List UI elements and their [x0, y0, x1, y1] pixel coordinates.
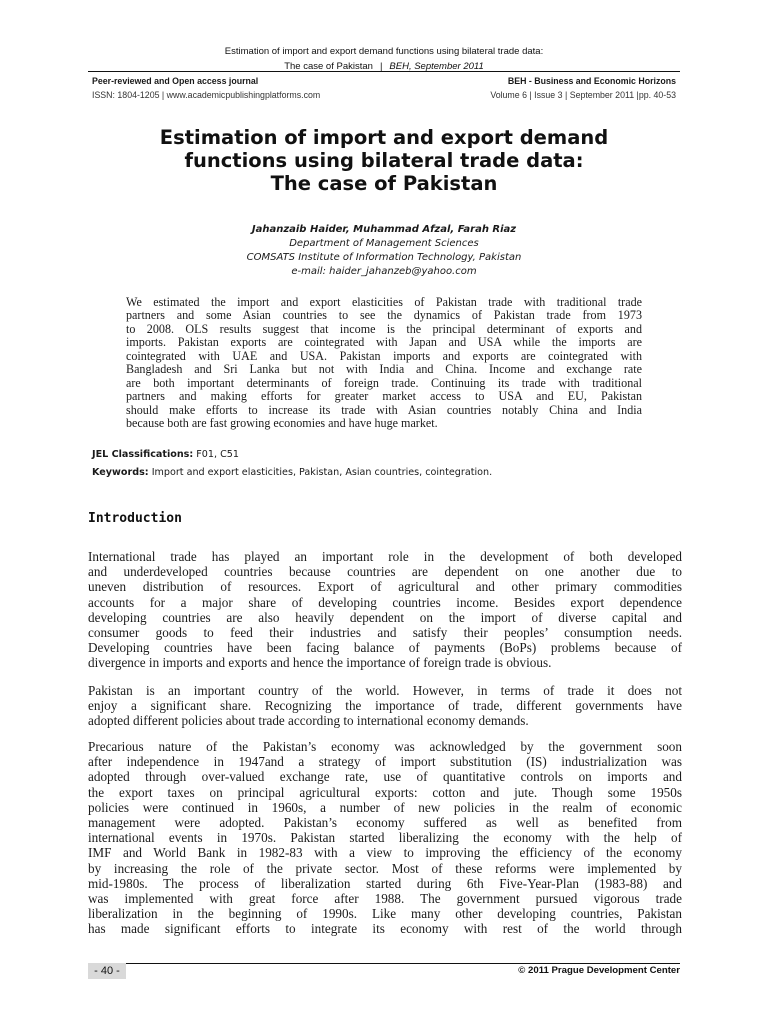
title-line: functions using bilateral trade data:	[184, 149, 584, 172]
paragraph-line: IMF and World Bank in 1982-83 with a view to improving the efficiency of the economy	[88, 845, 682, 861]
author-institute: COMSATS Institute of Information Technology, Pakistan	[246, 252, 522, 263]
paragraph	[88, 549, 682, 671]
jel-classifications	[92, 448, 676, 461]
running-head	[0, 44, 768, 74]
journal-issn-website: ISSN: 1804-1205 | www.academicpublishingplatforms.com	[92, 90, 321, 100]
paragraph-line: was implemented with great force after 1988. The government pursued vigorous trade	[88, 891, 682, 907]
journal-volume-info: Volume 6 | Issue 3 | September 2011 |pp. 40-53	[490, 90, 676, 100]
page-number: - 40 -	[88, 963, 126, 979]
keywords	[92, 466, 676, 479]
author-department: Department of Management Sciences	[289, 238, 479, 249]
keywords-label: Keywords:	[92, 467, 149, 478]
paragraph-line: divergence in imports and exports and hence the importance of foreign trade is obvious.	[88, 655, 552, 671]
paragraph-line: after independence in 1947and a strategy of import substitution (IS) industrialization was	[88, 754, 682, 770]
journal-masthead	[92, 74, 676, 102]
running-head-short-title: The case of Pakistan	[284, 61, 373, 72]
paragraph-line: the export taxes on principal agricultural exports: cotton and jute. Though some 1950s	[88, 784, 682, 800]
paragraph-line: adopted different policies about trade according to international economy demands.	[88, 713, 529, 729]
paragraph-line: Pakistan is an important country of the world. However, in terms of trade it does not	[88, 683, 682, 698]
paragraph-line: mid-1980s. The process of liberalization started during 6th Five-Year-Plan (1983-88) and	[88, 875, 682, 891]
paragraph-line: Precarious nature of the Pakistan’s economy was acknowledged by the government soon	[88, 739, 682, 754]
paragraph	[88, 739, 682, 937]
abstract-line: imports. Pakistan exports are cointegrated with Japan and USA while the imports are	[126, 335, 642, 350]
paragraph-line: by increasing the role of the private sector. Most of these reforms were implemented by	[88, 860, 682, 876]
author-block	[100, 223, 668, 279]
abstract-line: to 2008. OLS results suggest that income is the principal determinant of exports and	[126, 321, 642, 336]
paragraph-line: adopted through over-valued exchange rate, use of quantitative controls on imports and	[88, 769, 682, 785]
section-heading: Introduction	[88, 511, 182, 526]
abstract-line: We estimated the import and export elasticities of Pakistan trade with traditional trade	[126, 295, 642, 309]
paragraph-line: management were adopted. Pakistan’s economy suffered as well as benefited from	[88, 815, 682, 831]
running-head-issue: BEH, September 2011	[389, 61, 484, 72]
title-line: Estimation of import and export demand	[159, 126, 609, 149]
running-head-separator: |	[379, 61, 383, 72]
jel-label: JEL Classifications:	[92, 449, 194, 460]
running-head-line1: Estimation of import and export demand functions using bilateral trade data:	[224, 46, 544, 57]
jel-value: F01, C51	[193, 449, 239, 460]
abstract-line: should make efforts to increase its trade with Asian countries notably China and India	[126, 402, 642, 417]
paragraph-line: international events in 1970s. Pakistan started liberalizing the economy with the help of	[88, 830, 682, 846]
abstract-line: are both important determinants of foreign trade. Continuing its trade with traditional	[126, 375, 642, 390]
author-email: e-mail: haider_jahanzeb@yahoo.com	[291, 266, 477, 277]
paragraph-line: liberalization in the beginning of 1990s. Like many other developing countries, Pakistan	[88, 906, 682, 922]
paragraph-line: Developing countries have been facing balance of payments (BoPs) problems because of	[88, 640, 682, 656]
paragraph-line: and underdeveloped countries because countries are dependent on one another due to	[88, 564, 682, 580]
title-line: The case of Pakistan	[270, 172, 498, 195]
abstract-line: Bangladesh and Sri Lanka but not with India and China. Income and exchange rate	[126, 362, 642, 377]
paragraph-line: has made significant efforts to integrate its economy with rest of the world through	[88, 921, 682, 937]
abstract-line: partners and some Asian countries to see the dynamics of Pakistan trade from 1973	[126, 308, 642, 323]
author-names: Jahanzaib Haider, Muhammad Afzal, Farah Riaz	[251, 224, 517, 235]
abstract	[126, 296, 642, 431]
paragraph-line: consumer goods to feed their industries and satisfy their peoples’ consumption needs.	[88, 625, 682, 641]
paragraph-line: International trade has played an important role in the development of both developed	[88, 549, 682, 564]
paragraph-line: uneven distribution of resources. Export of agricultural and other primary commodities	[88, 579, 682, 595]
keywords-value: Import and export elasticities, Pakistan, Asian countries, cointegration.	[148, 467, 493, 478]
paragraph	[88, 683, 682, 729]
paragraph-line: policies were continued in 1960s, a number of new policies in the realm of economic	[88, 799, 682, 815]
copyright-notice: © 2011 Prague Development Center	[518, 965, 680, 976]
journal-name: BEH - Business and Economic Horizons	[507, 76, 676, 86]
header-rule	[88, 71, 680, 72]
abstract-line: cointegrated with UAE and USA. Pakistan imports and exports are cointegrated with	[126, 348, 642, 363]
paragraph-line: accounts for a major share of developing countries income. Besides export dependence	[88, 594, 682, 610]
abstract-line: partners and making efforts for greater market access to USA and EU, Pakistan	[126, 389, 642, 404]
abstract-line: because both are fast growing economies and have huge market.	[126, 416, 438, 431]
article-title	[100, 126, 668, 195]
journal-type: Peer-reviewed and Open access journal	[92, 76, 259, 86]
paragraph-line: developing countries are also heavily dependent on the import of diverse capital and	[88, 609, 682, 625]
paragraph-line: enjoy a significant share. Recognizing the importance of trade, different governments have	[88, 698, 682, 714]
